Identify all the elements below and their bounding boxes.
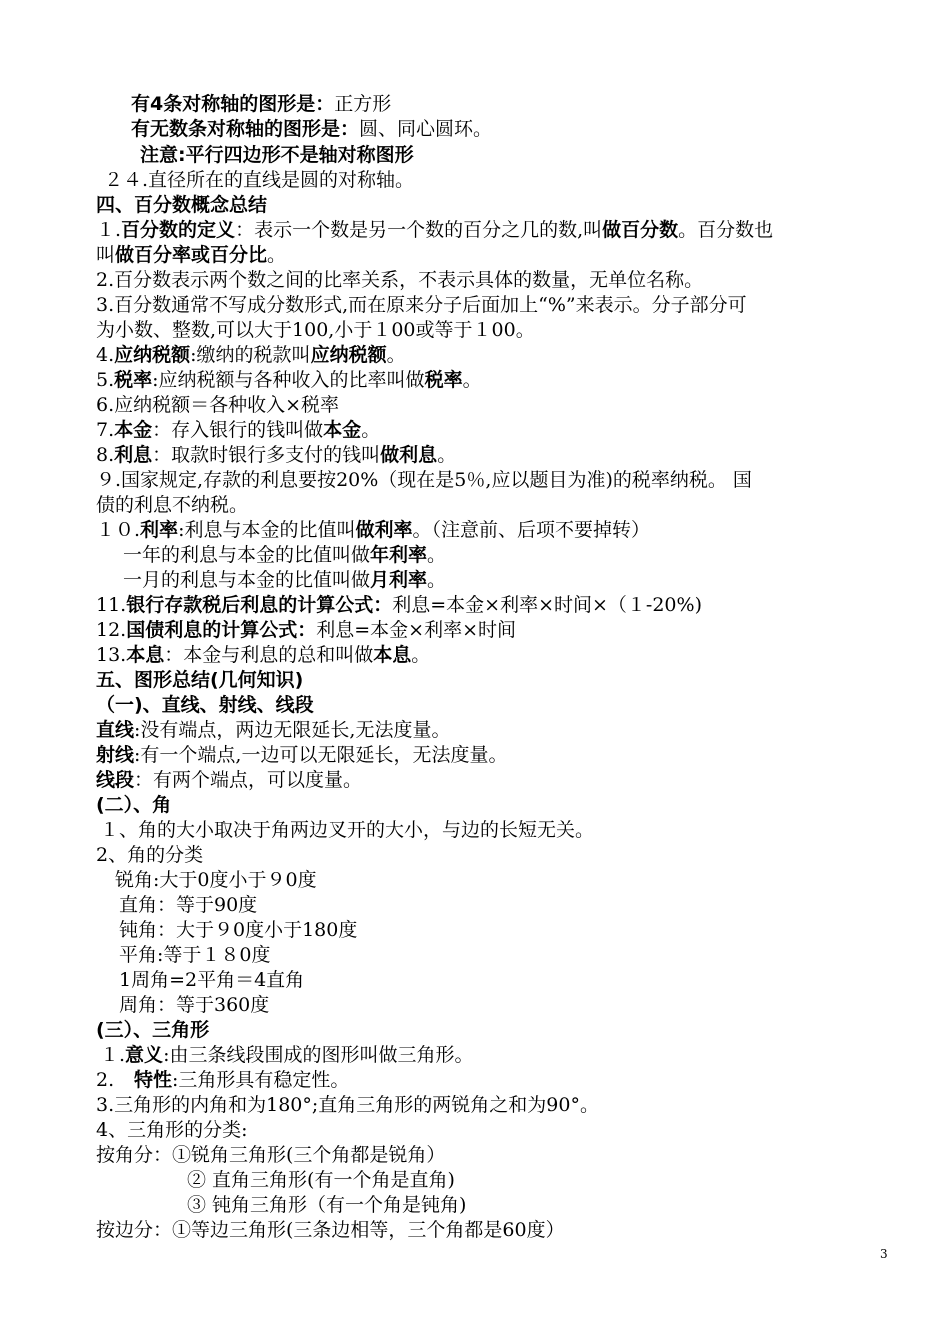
text-segment: ② 直角三角形(有一个角是直角) [187,1169,455,1191]
text-segment: 。 [462,369,482,391]
text-segment: 做利率 [355,519,413,541]
text-segment: 本金 [114,419,153,441]
text-segment: 利息=本金×利率×时间 [316,619,516,641]
text-segment: 意义 [125,1044,164,1066]
text-segment: 8. [96,444,115,466]
text-segment: 特性 [134,1069,173,1091]
text-segment: (三）、三角形 [96,1019,210,1041]
text-segment: 五、图形总结(几何知识) [96,669,304,691]
text-segment: 债的利息不纳税。 [96,494,249,516]
text-segment: 。 [427,569,447,591]
text-line [187,1168,455,1193]
text-segment: 银行存款税后利息的计算公式： [126,594,393,616]
text-segment: 为小数、整数,可以大于100,小于１00或等于１00。 [96,319,535,341]
text-line [123,543,446,568]
text-segment: （一)、直线、射线、线段 [96,694,314,716]
text-line [96,368,482,393]
text-line [100,818,594,843]
text-segment: :应纳税额与各种收入的比率叫做 [152,369,425,391]
text-segment: (二）、角 [96,794,172,816]
text-segment: 百分数的定义 [121,219,236,241]
text-line [119,893,257,918]
text-line [131,92,391,117]
text-segment: 本息 [373,644,412,666]
text-segment: :缴纳的税款叫 [190,344,311,366]
text-line [96,443,456,468]
text-line [119,968,304,993]
text-segment: 税率 [114,369,153,391]
text-segment: 正方形 [334,93,392,115]
text-segment: 按角分：①锐角三角形(三个角都是锐角） [96,1144,446,1166]
text-segment: :有一个端点,一边可以无限延长，无法度量。 [134,744,508,766]
text-segment: 锐角:大于0度小于９0度 [115,869,317,891]
text-line [119,918,357,943]
text-segment: 一月的利息与本金的比值叫做 [123,569,371,591]
text-segment: 直角：等于90度 [119,894,258,916]
text-line [131,117,492,142]
text-segment: 12. [96,619,127,641]
text-segment: ９.国家规定,存款的利息要按20%（现在是5％,应以题目为准)的税率纳税。 国 [96,469,752,491]
text-line [96,268,703,293]
text-segment: 。 [267,244,287,266]
text-segment: :三角形具有稳定性。 [172,1069,350,1091]
text-segment: 。 [411,644,431,666]
text-line [96,493,248,518]
text-segment: 。 [437,444,457,466]
text-segment: 钝角：大于９0度小于180度 [119,919,358,941]
text-line [96,218,773,243]
text-segment: 做百分数 [602,219,679,241]
text-segment: 射线 [96,744,135,766]
page-number: 3 [880,1247,888,1261]
text-segment: 2、角的分类 [96,844,204,866]
text-segment: 利息=本金×利率×时间×（１-20%) [392,594,702,616]
text-line [96,1218,565,1243]
text-segment: 平角:等于１８0度 [119,944,271,966]
text-segment: 本息 [126,644,165,666]
text-segment: ③ 钝角三角形（有一个角是钝角) [187,1194,467,1216]
text-line [187,1193,466,1218]
text-segment: 四、百分数概念总结 [96,194,268,216]
text-line [96,293,747,318]
text-line [96,243,286,268]
text-segment: 2. [96,1069,115,1091]
text-line [96,1068,349,1093]
text-line [119,993,269,1018]
text-segment: ：表示一个数是另一个数的百分之几的数,叫 [235,219,603,241]
subsection-heading [96,693,314,718]
text-segment: 。百分数也 [678,219,774,241]
text-segment: 5. [96,369,115,391]
text-segment: 有4条对称轴的图形是： [131,93,335,115]
text-segment: 。 [361,419,381,441]
text-segment: ：存入银行的钱叫做 [152,419,324,441]
text-line [140,143,414,168]
text-segment: 。 [427,544,447,566]
text-line [96,393,339,418]
text-segment: 利息 [114,444,153,466]
text-segment: 一年的利息与本金的比值叫做 [123,544,371,566]
subsection-heading [96,793,171,818]
text-segment: ：有两个端点，可以度量。 [134,769,363,791]
text-segment: 3.三角形的内角和为180°;直角三角形的两锐角之和为90°。 [96,1094,599,1116]
text-segment: 国债利息的计算公式： [126,619,317,641]
text-segment: 3.百分数通常不写成分数形式,而在原来分子后面加上“%”来表示。分子部分可 [96,294,747,316]
section-heading [96,668,303,693]
text-line [115,868,317,893]
text-segment: 4、三角形的分类: [96,1119,248,1141]
text-line [96,843,203,868]
text-segment: 应纳税额 [310,344,387,366]
text-segment: 7. [96,419,115,441]
text-line [96,1093,599,1118]
text-segment: 做利息 [380,444,438,466]
text-segment: 2.百分数表示两个数之间的比率关系，不表示具体的数量，无单位名称。 [96,269,704,291]
text-segment: 1周角=2平角＝4直角 [119,969,305,991]
text-line [96,1118,248,1143]
text-segment: ：本金与利息的总和叫做 [164,644,374,666]
text-line [100,1043,473,1068]
text-segment: 线段 [96,769,135,791]
text-line [96,718,450,743]
text-line [96,593,702,618]
text-segment: １、角的大小取决于角两边叉开的大小，与边的长短无关。 [100,819,595,841]
text-segment: 本金 [323,419,362,441]
text-segment: 应纳税额 [114,344,191,366]
text-line [96,618,516,643]
subsection-heading [96,1018,209,1043]
text-segment: ：取款时银行多支付的钱叫 [152,444,381,466]
text-segment: １. [96,219,122,241]
text-line [119,943,271,968]
text-segment: 注意:平行四边形不是轴对称图形 [140,144,414,166]
text-segment: ２４.直径所在的直线是圆的对称轴。 [104,169,415,191]
text-segment: 13. [96,644,127,666]
text-segment: 税率 [424,369,463,391]
text-segment: 。 [386,344,406,366]
text-line [96,343,406,368]
text-line [96,1143,445,1168]
text-segment: :由三条线段围成的图形叫做三角形。 [163,1044,474,1066]
text-segment: １０. [96,519,141,541]
text-segment: 年利率 [370,544,428,566]
text-segment: 11. [96,594,127,616]
text-line [96,643,430,668]
text-line [96,518,650,543]
section-heading [96,193,267,218]
text-line [96,468,752,493]
text-line [123,568,446,593]
text-segment: 有无数条对称轴的图形是： [131,118,360,140]
text-line [104,168,414,193]
text-line [96,318,535,343]
text-segment: 6.应纳税额＝各种收入×税率 [96,394,340,416]
text-line [96,418,380,443]
text-segment: 月利率 [370,569,428,591]
text-segment: 做百分率或百分比 [115,244,268,266]
text-segment: 按边分：①等边三角形(三条边相等，三个角都是60度） [96,1219,565,1241]
text-segment: １. [100,1044,126,1066]
text-segment: 。（注意前、后项不要掉转） [412,519,650,541]
text-segment: :没有端点，两边无限延长,无法度量。 [134,719,451,741]
text-segment: 利率 [140,519,179,541]
text-segment: 叫 [96,244,116,266]
text-segment: 4. [96,344,115,366]
text-segment: :利息与本金的比值叫 [178,519,356,541]
text-line [96,768,362,793]
text-segment: 直线 [96,719,135,741]
text-line [96,743,507,768]
text-segment: 圆、同心圆环。 [359,118,493,140]
text-segment: 周角：等于360度 [119,994,270,1016]
